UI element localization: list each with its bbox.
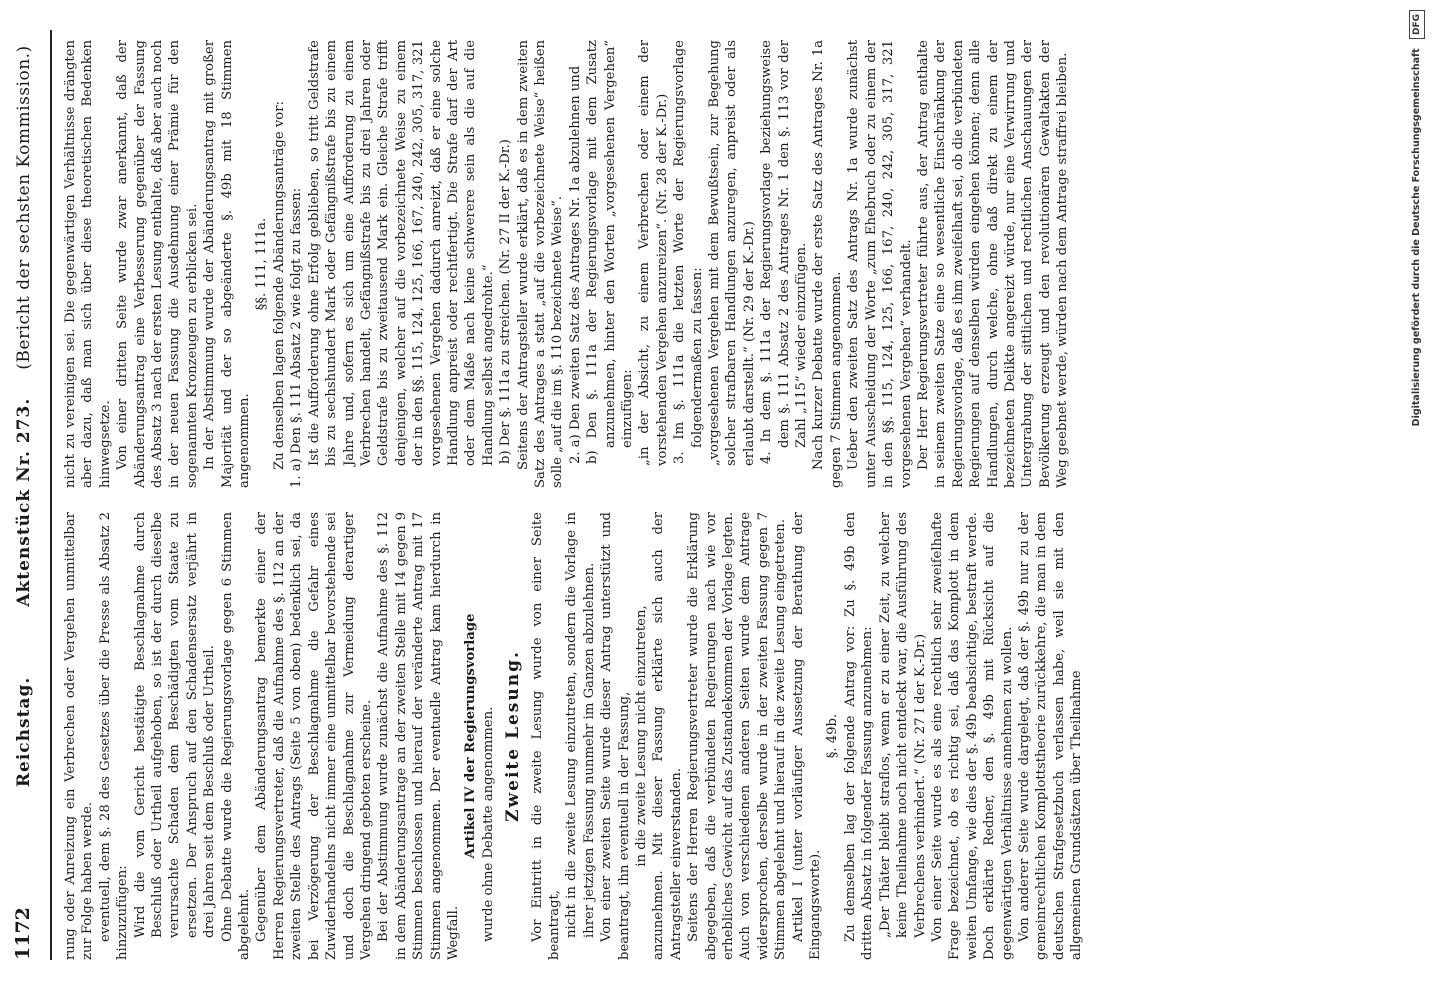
- paragraph: in die zweite Lesung nicht einzutreten,: [634, 605, 649, 867]
- header-title: Aktenstück Nr. 273.: [14, 397, 34, 607]
- paragraph: anzunehmen. Mit dieser Fassung erklärte sich auch der Antragsteller einverstanden.: [651, 512, 684, 960]
- paragraph: Bei der Abstimmung wurde zunächst die Aufnahme des §. 112 in dem Abänderungsantrage an der zweiten Stelle mit 14 gegen 9 Stimmen beschlossen und hierauf der veränderte Antrag mit 17 Stimmen angenommen. Der eventuelle Antrag kam hierdurch in Wegfall.: [376, 512, 461, 960]
- paragraph: „Der Thäter bleibt straflos, wenn er zu einer Zeit, zu welcher keine Theilnahme noch nicht entdeckt war, die Ausführung des Verbrechens verhindert.“ (Nr. 27 I der K.-Dr.): [877, 512, 928, 938]
- section-number: §. 49b.: [825, 713, 841, 759]
- header-right: (Bericht der sechsten Kommission.): [14, 45, 34, 370]
- paragraph: In der Abstimmung wurde der Abänderungsantrag mit großer Majorität und der so abgeänderte §. 49b mit 18 Stimmen angenommen.: [202, 40, 253, 488]
- digitization-credit: [1406, 10, 1428, 990]
- header-rule: [50, 30, 52, 960]
- paragraph: Artikel I (unter vorläufiger Aussetzung der Berathung der Eingangsworte).: [790, 512, 824, 960]
- section-number: §§. 111, 111a.: [254, 217, 270, 311]
- paragraph: Vor Eintritt in die zweite Lesung wurde von einer Seite beantragt,: [529, 512, 562, 960]
- dfg-logo: DFG: [1409, 10, 1425, 39]
- page-header: [12, 30, 46, 960]
- paragraph: Von einer dritten Seite wurde zwar anerkannt, daß der Abänderungsantrag eine Verbesserung gegenüber der Fassung des Absatz 3 nach der ersten Lesung enthalte, daß aber auch noch in der neuen Fassung die Ausdehnung einer Prämie für den sogenannten Kronzeugen zu erblicken sei.: [115, 40, 200, 488]
- paragraph: eventuell, dem §. 28 des Gesetzes über die Presse als Absatz 2 hinzuzufügen:: [97, 512, 131, 960]
- paragraph: „in der Absicht, zu einem Verbrechen oder einem der vorstehenden Vergehen anzureizen“. (Nr. 28 der K.-Dr.): [637, 40, 670, 466]
- paragraph: Wird die vom Gericht bestätigte Beschlagnahme durch Beschluß oder Urtheil aufgehoben, so ist der durch dieselbe verursachte Schaden dem Beschädigten vom Staate zu ersetzen. Der Anspruch auf den Schadensersatz verjährt in drei Jahren seit dem Beschluß oder Urtheil.: [132, 512, 218, 938]
- paragraph: b) Den §. 111a der Regierungsvorlage mit dem Zusatz anzunehmen, hinter den Worten „vorgesehenen Vergehen“ einzufügen:: [585, 40, 635, 464]
- page-number: 1172: [12, 907, 34, 960]
- paragraph: Ist die Aufforderung ohne Erfolg geblieben, so tritt Geldstrafe bis zu sechshundert Mark oder Gefängnißstrafe bis zu einem Jahre und, sofern es sich um eine Aufforderung zu einem Verbrechen handelt, Gefängnißstrafe bis zu drei Jahren oder Geldstrafe bis zu zweitausend Mark ein. Gleiche Strafe trifft denjenigen, welcher auf die vorbezeichnete Weise zu einem der in den §§. 115, 124, 125, 166, 167, 240, 242, 305, 317, 321 vorgesehenen Vergehen dadurch anreizt, daß er eine solche Handlung anpreist oder rechtfertigt. Die Strafe darf der Art oder dem Maße nach keine schwerere sein als die auf die Handlung selbst angedrohte.“: [306, 40, 496, 466]
- paragraph: 2. a) Den zweiten Satz des Antrages Nr. 1a abzulehnen und: [567, 65, 583, 464]
- paragraph: wurde ohne Debatte angenommen.: [480, 706, 496, 942]
- paragraph: Nach kurzer Debatte wurde der erste Satz des Antrages Nr. 1a gegen 7 Stimmen angenommen.: [811, 40, 844, 488]
- paragraph: Von anderer Seite wurde dargelegt, daß der §. 49b nur zu der gemeinrechtlichen Komplottstheorie zurückkehre, die man in dem deutschen Strafgesetzbuch verlassen habe, weil sie mit den allgemeinen Grundsätzen über Theilnahme: [1016, 512, 1085, 960]
- text-column-right: [62, 40, 1362, 488]
- paragraph: 3. Im §. 111a die letzten Worte der Regierungsvorlage folgendermaßen zu fassen:: [672, 40, 705, 464]
- paragraph: Ueber den zweiten Satz des Antrags Nr. 1a wurde zunächst unter Ausscheidung der Worte „zum Ehebruch oder zu einem der in den §§. 115, 124, 125, 166, 167, 240, 242, 305, 317, 321 vorgesehenen Vergehen“ verhandelt.: [846, 40, 914, 488]
- credit-text: Digitalisierung gefördert durch die Deutsche Forschungsgemeinschaft: [1411, 48, 1422, 427]
- header-left: Reichstag.: [14, 676, 34, 788]
- paragraph: rung oder Anreizung ein Verbrechen oder Vergehen unmittelbar zur Folge haben werde.: [63, 512, 96, 960]
- paragraph: Gegenüber dem Abänderungsantrag bemerkte einer der Herren Regierungsvertreter, daß die Aufnahme des §. 112 an der zweiten Stelle des Antrags (Seite 5 von oben) bedenklich sei, da bei Verzögerung der Beschlagnahme die Gefahr eines Zuwiderhandelns nicht immer eine unmittelbar bevorstehende sei und doch die Beschlagnahme zur Vermeidung derartiger Vergehen dringend geboten erscheine.: [254, 512, 374, 960]
- paragraph: nicht in die zweite Lesung einzutreten, sondern die Vorlage in ihrer jetzigen Fassung nunmehr im Ganzen abzulehnen.: [564, 512, 597, 938]
- paragraph: 1. a) Den §. 111 Absatz 2 wie folgt zu fassen:: [289, 187, 305, 488]
- paragraph: Von einer zweiten Seite wurde dieser Antrag unterstützt und beantragt, ihn eventuell in der Fassung,: [599, 512, 632, 960]
- paragraph: „vorgesehenen Vergehen mit dem Bewußtsein, zur Begehung solcher strafbaren Handlungen anzuregen, anpreist oder als erlaubt darstellt.“ (Nr. 29 der K.-Dr.): [707, 40, 757, 466]
- section-title: Zweite Lesung.: [503, 650, 524, 822]
- paragraph: b) Der §. 111a zu streichen. (Nr. 27 II der K.-Dr.): [498, 139, 514, 464]
- paragraph: 4. In dem §. 111a der Regierungsvorlage beziehungsweise dem §. 111 Absatz 2 des Antrages Nr. 1 den §. 113 vor der Zahl „115“ wieder einzufügen.: [759, 40, 810, 464]
- paragraph: nicht zu vereinigen sei. Die gegenwärtigen Verhältnisse drängten aber dazu, daß man sich über diese theoretischen Bedenken hinwegsetze.: [63, 40, 113, 488]
- paragraph: Seitens der Herren Regierungsvertreter wurde die Erklärung abgegeben, daß die verbündeten Regierungen nach wie vor erhebliches Gewicht auf das Zustandekommen der Vorlage legten. Auch von verschiedenen anderen Seiten wurde dem Antrage widersprochen, derselbe wurde in der zweiten Fassung gegen 7 Stimmen abgelehnt und hierauf in die zweite Lesung eingetreten.: [686, 512, 789, 960]
- paragraph: Zu demselben lag der folgende Antrag vor: Zu §. 49b den dritten Absatz in folgender Fassung anzunehmen:: [842, 512, 876, 960]
- paragraph: Seitens der Antragsteller wurde erklärt, daß es in dem zweiten Satz des Antrages a statt „auf die vorbezeichnete Weise“ heißen solle „auf die im §. 110 bezeichnete Weise“.: [515, 40, 566, 488]
- section-heading: Artikel IV der Regierungsvorlage: [463, 613, 479, 859]
- paragraph: Zu denselben lagen folgende Abänderungsanträge vor:: [271, 101, 287, 470]
- paragraph: Von einer Seite wurde es als eine rechtlich sehr zweifelhafte Frage bezeichnet, ob es richtig sei, daß das Komplott in dem weiten Umfange, wie dies der §. 49b beabsichtige, bestraft werde. Doch erklärte Redner, den §. 49b mit Rücksicht auf die gegenwärtigen Verhältnisse annehmen zu wollen.: [929, 512, 1015, 960]
- paragraph: Ohne Debatte wurde die Regierungsvorlage gegen 6 Stimmen abgelehnt.: [219, 512, 253, 960]
- paragraph: Der Herr Regierungsvertreter führte aus, der Antrag enthalte in seinem zweiten Satze eine so wesentliche Einschränkung der Regierungsvorlage, daß es ihm zweifelhaft sei, ob die verbündeten Regierungen auf denselben würden eingehen können; denn alle Handlungen, durch welche, ohne daß direkt zu einem der bezeichneten Delikte angereizt würde, nur eine Verwirrung und Untergrabung der sittlichen und rechtlichen Anschauungen der Bevölkerung erzeugt und den revolutionären Gewaltakten der Weg geebnet werde, würden nach dem Antrage straffrei bleiben.: [915, 40, 1071, 488]
- text-column-left: [62, 512, 1362, 960]
